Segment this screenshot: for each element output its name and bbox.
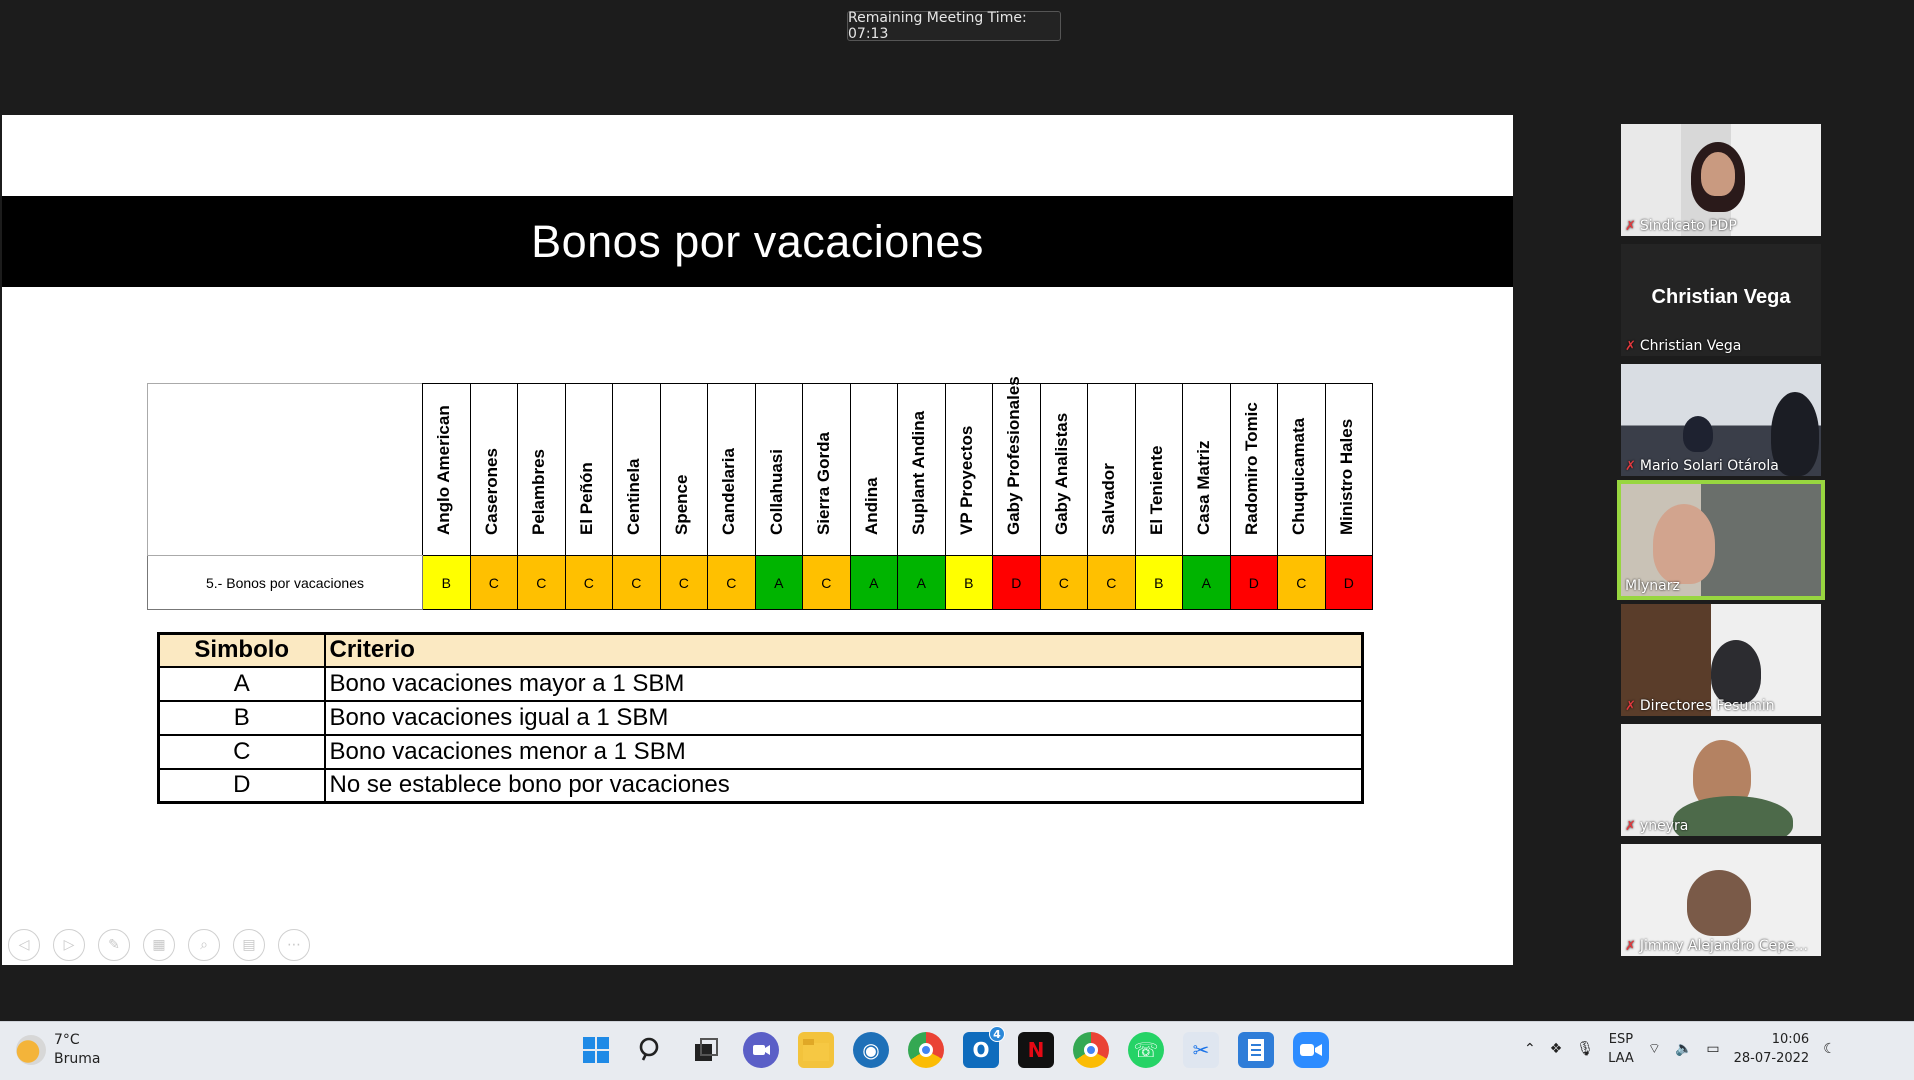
rating-cell: D [1230,556,1278,610]
participant-name: Jimmy Alejandro Cepe... [1639,938,1808,954]
zoom-icon[interactable]: ⌕ [188,929,220,961]
weather-widget[interactable] [16,1031,100,1069]
microphone-icon[interactable]: 🎙 [1576,1041,1595,1057]
rating-cell: D [1325,556,1373,610]
notifications-icon[interactable]: ☾ [1823,1041,1836,1057]
legend-symbol: D [159,769,325,803]
rating-cell: C [1040,556,1088,610]
weather-icon [16,1035,46,1065]
company-header [1088,384,1136,556]
company-name: Spence [671,474,691,535]
rating-cell: C [470,556,518,610]
participant-tile[interactable] [1621,244,1821,356]
search-icon[interactable] [633,1032,669,1068]
company-name: Radomiro Tomic [1241,402,1261,535]
company-name: Gaby Profesionales [1004,376,1024,535]
slide-title: Bonos por vacaciones [2,196,1513,287]
company-name: Pelambres [529,449,549,535]
slide-controls [8,929,310,961]
system-tray [1524,1030,1836,1068]
participant-name: Directores Fesumin [1639,698,1775,714]
rating-cell: B [1135,556,1183,610]
company-header [1230,384,1278,556]
table-corner [148,384,423,556]
legend-header-criteria: Criterio [325,634,1363,667]
participant-tile-active-speaker[interactable] [1621,484,1821,596]
file-explorer-icon[interactable] [798,1032,834,1068]
rating-cell: C [1088,556,1136,610]
muted-mic-icon: ✗ [1625,698,1636,714]
legend-row [159,769,1363,803]
rating-cell: B [423,556,471,610]
muted-mic-icon: ✗ [1625,338,1636,354]
company-header [565,384,613,556]
company-header [755,384,803,556]
company-header [1325,384,1373,556]
battery-icon[interactable]: ▭ [1706,1041,1720,1057]
language-code: ESP [1608,1032,1634,1047]
clock[interactable] [1734,1030,1810,1068]
rating-cell: A [1183,556,1231,610]
participant-name: Christian Vega [1639,338,1742,354]
company-header [1040,384,1088,556]
rating-cell: C [803,556,851,610]
company-name: Gaby Analistas [1051,412,1071,535]
company-header [993,376,1041,556]
outlook-badge: 4 [989,1026,1005,1042]
teams-chat-icon[interactable] [743,1032,779,1068]
company-header [850,384,898,556]
participant-name: Mario Solari Otárola [1639,458,1779,474]
rating-cell: A [755,556,803,610]
rating-cell: B [945,556,993,610]
chrome-icon[interactable] [908,1032,944,1068]
taskbar-apps [578,1027,1329,1068]
wifi-icon[interactable]: ⌔ [1647,1041,1661,1057]
participant-display-name: Christian Vega [1651,286,1791,308]
legend-symbol: C [159,735,325,769]
company-header [518,384,566,556]
windows-taskbar [0,1021,1914,1080]
company-header [613,384,661,556]
company-name: El Teniente [1146,445,1166,535]
rating-cell: C [708,556,756,610]
rating-cell: C [613,556,661,610]
participant-tile[interactable] [1621,604,1821,716]
rating-cell: C [518,556,566,610]
company-name: Centinela [624,458,644,535]
legend-criteria: Bono vacaciones igual a 1 SBM [325,701,1363,735]
participant-tile[interactable] [1621,124,1821,236]
company-name: Casa Matriz [1194,440,1214,535]
participant-name: Mlynarz [1625,578,1680,594]
legend-criteria: Bono vacaciones menor a 1 SBM [325,735,1363,769]
slides-icon[interactable]: ▦ [143,929,175,961]
clock-date: 28-07-2022 [1733,1051,1810,1066]
company-name: Collahuasi [766,449,786,535]
company-header [803,384,851,556]
participant-tile[interactable] [1621,724,1821,836]
participant-name: Sindicato PDP [1639,218,1737,234]
legend-row [159,667,1363,701]
muted-mic-icon: ✗ [1625,818,1636,834]
outlook-icon[interactable]: O 4 [963,1032,999,1068]
muted-mic-icon: ✗ [1625,938,1636,954]
discord-icon[interactable]: ◉ [853,1032,889,1068]
company-name: Chuquicamata [1289,417,1309,535]
company-name: Ministro Hales [1336,418,1356,535]
company-header [1183,384,1231,556]
legend-row [159,701,1363,735]
next-icon[interactable]: ▷ [53,929,85,961]
company-name: Caserones [481,448,501,535]
legend-header-symbol: Simbolo [159,634,325,667]
company-name: VP Proyectos [956,425,976,535]
legend-criteria: Bono vacaciones mayor a 1 SBM [325,667,1363,701]
input-language[interactable] [1608,1030,1634,1068]
company-name: Suplant Andina [909,410,929,535]
company-name: Andina [861,477,881,535]
pen-icon[interactable]: ✎ [98,929,130,961]
company-header [945,384,993,556]
volume-icon[interactable]: 🔈 [1674,1041,1693,1057]
weather-description: Bruma [54,1051,101,1067]
clock-time: 10:06 [1771,1032,1810,1047]
zoom-app-icon[interactable] [1293,1032,1329,1068]
task-view-icon[interactable] [688,1032,724,1068]
company-header [470,384,518,556]
rating-cell: C [1278,556,1326,610]
snipping-tool-icon[interactable]: ✂ [1183,1032,1219,1068]
company-header [423,384,471,556]
chevron-up-icon[interactable]: ⌃ [1524,1041,1536,1057]
company-header [708,384,756,556]
company-name: Sierra Gorda [814,432,834,535]
layout-code: LAA [1608,1051,1634,1066]
company-name: El Peñón [576,462,596,535]
legend-symbol: B [159,701,325,735]
legend-criteria: No se establece bono por vacaciones [325,769,1363,803]
rating-cell: A [898,556,946,610]
notepad-icon[interactable] [1238,1032,1274,1068]
company-name: Candelaria [719,448,739,535]
remaining-meeting-time: Remaining Meeting Time: 07:13 [847,11,1061,41]
company-ratings-table [147,376,1373,610]
rating-cell: C [660,556,708,610]
row-label: 5.- Bonos por vacaciones [148,556,423,610]
company-header [898,384,946,556]
participant-tile[interactable] [1621,844,1821,956]
start-icon[interactable] [578,1032,614,1068]
dropbox-icon[interactable]: ❖ [1549,1041,1563,1057]
previous-icon[interactable]: ◁ [8,929,40,961]
shared-slide [2,115,1513,965]
company-header [1278,384,1326,556]
netflix-icon[interactable]: N [1018,1032,1054,1068]
rating-cell: A [850,556,898,610]
legend-table [157,632,1364,804]
legend-row [159,735,1363,769]
company-header [1135,384,1183,556]
subtitles-icon[interactable]: ▤ [233,929,265,961]
weather-temperature: 7°C [54,1032,80,1048]
muted-mic-icon: ✗ [1625,458,1636,474]
whatsapp-icon[interactable]: ☏ [1128,1032,1164,1068]
muted-mic-icon: ✗ [1625,218,1636,234]
participant-tile[interactable] [1621,364,1821,476]
more-icon[interactable]: ⋯ [278,929,310,961]
company-name: Salvador [1099,463,1119,535]
rating-cell: C [565,556,613,610]
participant-name: yneyra [1639,818,1689,834]
chrome-profile-icon[interactable] [1073,1032,1109,1068]
legend-symbol: A [159,667,325,701]
company-name: Anglo American [434,405,454,535]
company-header [660,384,708,556]
rating-cell: D [993,556,1041,610]
